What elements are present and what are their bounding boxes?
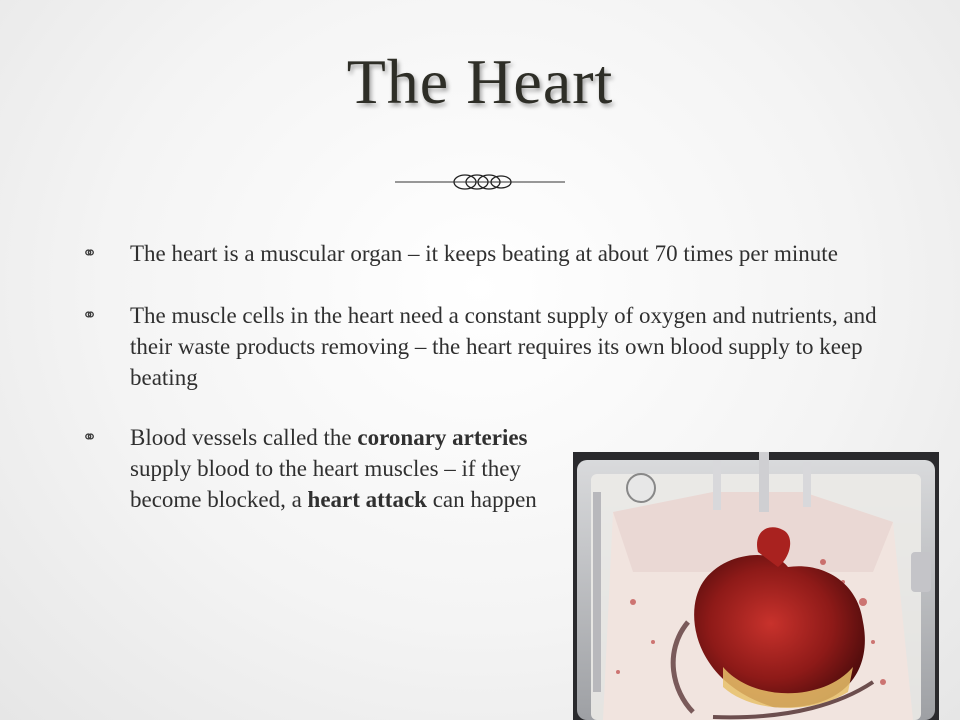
heart-photo [573,452,939,720]
heart-in-box-illustration [573,452,939,720]
bullet-text-part: supply blood to the heart muscles – if they become blocked, a [130,456,521,512]
bullet-text-part: can happen [426,487,537,512]
bullet-item [82,300,882,393]
coronary-arteries-term: coronary arteries [357,425,528,450]
chain-link-bullet-icon: ⚭ [82,305,98,326]
chain-link-bullet-icon: ⚭ [82,427,98,448]
ornament-divider [395,168,565,196]
bullet-item [82,422,540,515]
bullet-item [82,238,882,269]
slide-title: The Heart [346,46,614,117]
bullet-text: The muscle cells in the heart need a constant supply of oxygen and nutrients, and their waste products removing – the heart requires its own blood supply to keep beating [130,303,877,390]
bullet-text-part: Blood vessels called the [130,425,358,450]
heart-attack-term: heart attack [307,487,427,512]
bullet-text: The heart is a muscular organ – it keeps beating at about 70 times per minute [130,241,838,266]
chain-link-bullet-icon: ⚭ [82,243,98,264]
